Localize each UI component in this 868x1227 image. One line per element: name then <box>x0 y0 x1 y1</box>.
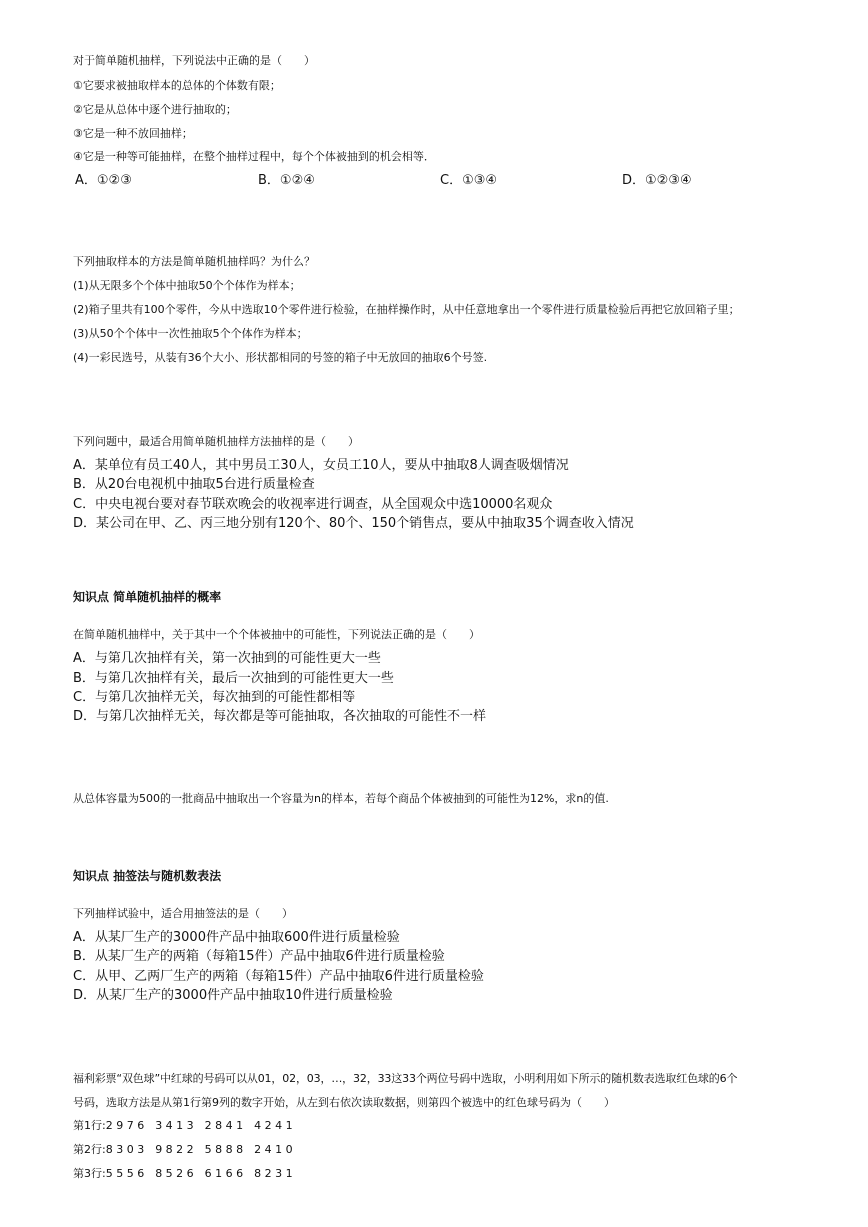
q4-option-a: A．与第几次抽样有关，第一次抽到的可能性更大一些 <box>73 651 381 666</box>
q1-item: ②它是从总体中逐个进行抽取的； <box>73 103 237 116</box>
q6-option-a: A．从某厂生产的3000件产品中抽取600件进行质量检验 <box>73 930 400 945</box>
q4-stem: 在简单随机抽样中，关于其中一个个体被抽中的可能性，下列说法正确的是（ ） <box>73 628 480 641</box>
q7-table-row: 第2行:8 3 0 3 9 8 2 2 5 8 8 8 2 4 1 0 <box>73 1143 293 1156</box>
q6-option-b: B．从某厂生产的两箱（每箱15件）产品中抽取6件进行质量检验 <box>73 949 445 964</box>
q1-stem: 对于简单随机抽样，下列说法中正确的是（ ） <box>73 54 315 67</box>
q5-stem: 从总体容量为500的一批商品中抽取出一个容量为n的样本，若每个商品个体被抽到的可能性为12%，求n的值. <box>73 792 609 805</box>
q6-option-d: D．从某厂生产的3000件产品中抽取10件进行质量检验 <box>73 988 393 1003</box>
q1-option-d: D．①②③④ <box>622 173 692 188</box>
q1-item: ④它是一种等可能抽样，在整个抽样过程中，每个个体被抽到的机会相等． <box>73 150 435 163</box>
q2-stem: 下列抽取样本的方法是简单随机抽样吗？为什么？ <box>73 255 315 268</box>
q3-option-b: B．从20台电视机中抽取5台进行质量检查 <box>73 477 315 492</box>
q7-table-row: 第1行:2 9 7 6 3 4 1 3 2 8 4 1 4 2 4 1 <box>73 1119 293 1132</box>
q3-option-c: C．中央电视台要对春节联欢晚会的收视率进行调查，从全国观众中选10000名观众 <box>73 497 553 512</box>
q2-item: (3)从50个个体中一次性抽取5个个体作为样本； <box>73 327 308 340</box>
q4-option-d: D．与第几次抽样无关，每次都是等可能抽取，各次抽取的可能性不一样 <box>73 709 487 724</box>
q2-item: (1)从无限多个个体中抽取50个个体作为样本； <box>73 279 301 292</box>
q1-option-a: A．①②③ <box>75 173 132 188</box>
q7-table-row: 第3行:5 5 5 6 8 5 2 6 6 1 6 6 8 2 3 1 <box>73 1167 293 1180</box>
q1-item: ③它是一种不放回抽样； <box>73 127 193 140</box>
q3-option-a: A．某单位有员工40人，其中男员工30人，女员工10人，要从中抽取8人调查吸烟情况 <box>73 458 569 473</box>
q6-stem: 下列抽样试验中，适合用抽签法的是（ ） <box>73 907 293 920</box>
q6-option-c: C．从甲、乙两厂生产的两箱（每箱15件）产品中抽取6件进行质量检验 <box>73 969 484 984</box>
section-heading: 知识点 简单随机抽样的概率 <box>73 590 222 604</box>
q1-option-b: B．①②④ <box>258 173 315 188</box>
q4-option-b: B．与第几次抽样有关，最后一次抽到的可能性更大一些 <box>73 671 394 686</box>
q3-option-d: D．某公司在甲、乙、丙三地分别有120个、80个、150个销售点，要从中抽取35个调查收入情况 <box>73 516 634 531</box>
q7-stem: 福利彩票“双色球”中红球的号码可以从01，02，03，…，32，33这33个两位号码中选取，小明利用如下所示的随机数表选取红色球的6个 <box>73 1072 738 1085</box>
q1-item: ①它要求被抽取样本的总体的个体数有限； <box>73 79 281 92</box>
q7-stem: 号码，选取方法是从第1行第9列的数字开始，从左到右依次读取数据，则第四个被选中的红色球号码为（ ） <box>73 1096 615 1109</box>
q4-option-c: C．与第几次抽样无关，每次抽到的可能性都相等 <box>73 690 356 705</box>
q2-item: (4)一彩民选号，从装有36个大小、形状都相同的号签的箱子中无放回的抽取6个号签. <box>73 351 488 364</box>
q1-option-c: C．①③④ <box>440 173 498 188</box>
section-heading: 知识点 抽签法与随机数表法 <box>73 869 222 883</box>
q3-stem: 下列问题中，最适合用简单随机抽样方法抽样的是（ ） <box>73 435 359 448</box>
q2-item: (2)箱子里共有100个零件，今从中选取10个零件进行检验，在抽样操作时，从中任意地拿出一个零件进行质量检验后再把它放回箱子里； <box>73 303 740 316</box>
